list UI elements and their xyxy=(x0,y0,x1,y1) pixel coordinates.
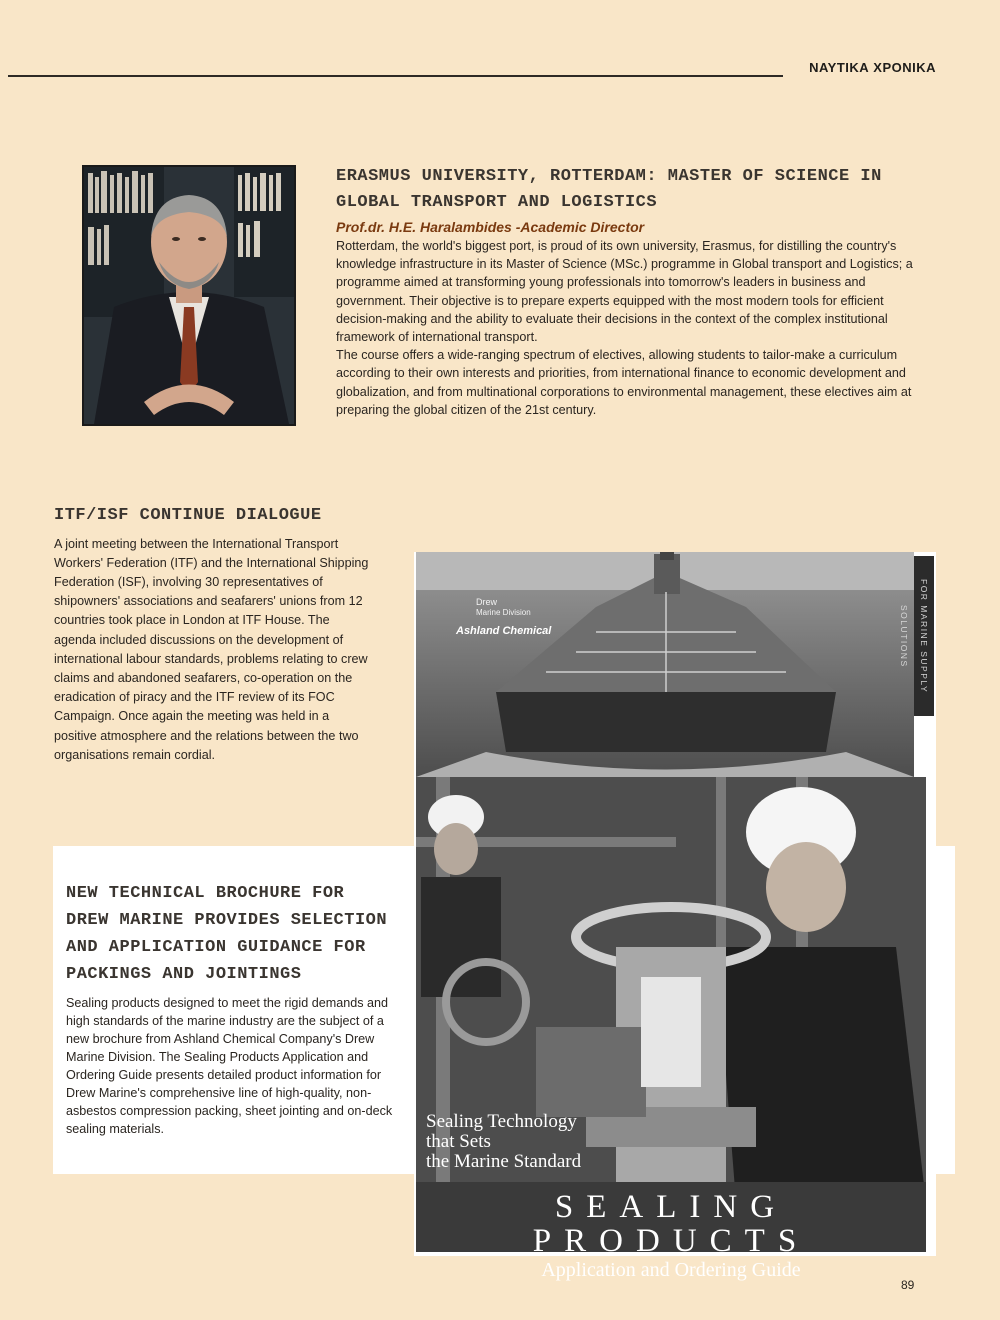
portrait-photo xyxy=(82,165,296,426)
tagline-line-1: Sealing Technology xyxy=(426,1111,577,1132)
erasmus-paragraph-2: The course offers a wide-ranging spectrum of electives, allowing students to tailor-make a curriculum according to their own interests and priorities, from international finance to economic development and globalization, and from multinational corporations to environmental management, these electives aim at preparing the global citizen of the 21st century. xyxy=(336,348,912,417)
header-rule xyxy=(8,75,783,77)
tagline-line-2: that Sets xyxy=(426,1131,491,1152)
drew-article xyxy=(66,880,396,1138)
ad-tagline xyxy=(426,1112,581,1172)
drew-body: Sealing products designed to meet the rigid demands and high standards of the marine industry are the subject of a new brochure from Ashland Chemical Company's Drew Marine Division. The Sealing Products Application and Ordering Guide presents detailed product information for Drew Marine's comprehensive line of high-quality, non-asbestos compression packing, sheet jointing and on-deck sealing materials. xyxy=(66,996,393,1136)
page-number: 89 xyxy=(901,1278,915,1292)
erasmus-byline: Prof.dr. H.E. Haralambides -Academic Director xyxy=(336,219,645,235)
itf-body: A joint meeting between the International Transport Workers' Federation (ITF) and the International Shipping Federation (ISF), involving 30 representatives of shipowners' associations and seafarers' unions from 12 countries took place in London at ITF House. The agenda included discussions on the development of international labour standards, problems relating to crew claims and abandoned seafarers, co-operation on the eradication of piracy and the ITF review of its FOC Campaign. Once again the meeting was held in a positive atmosphere and the relations between the two organisations remain cordial. xyxy=(54,536,369,762)
erasmus-article xyxy=(336,164,928,419)
drew-title: NEW TECHNICAL BROCHURE FOR DREW MARINE PROVIDES SELECTION AND APPLICATION GUIDANCE FOR PACKINGS AND JOINTINGS xyxy=(66,884,388,984)
itf-title: ITF/ISF CONTINUE DIALOGUE xyxy=(54,506,322,525)
ship-label-ashland: Ashland Chemical xyxy=(456,625,552,637)
ship-label-drew: Drew xyxy=(476,597,498,607)
tagline-line-3: the Marine Standard xyxy=(426,1151,582,1172)
portrait-illustration xyxy=(84,167,294,424)
magazine-title: ΝΑΥΤΙΚΑ ΧΡΟΝΙΚΑ xyxy=(809,60,936,75)
tanker-ship-photo xyxy=(416,552,914,777)
erasmus-paragraph-1: Rotterdam, the world's biggest port, is proud of its own university, Erasmus, for distilling the country's knowledge infrastructure in its Master of Science (MSc.) programme in Global transport and Logistics; a programme aimed at transforming young professionals into tomorrow's leaders in business and government. Their objective is to prepare experts equipped with the most modern tools for efficient decision-making and the ability to evaluate their decisions in the context of the complex institutional framework of international transport. xyxy=(336,239,913,345)
banner-title: SEALING PRODUCTS xyxy=(532,1189,810,1259)
sealing-products-ad xyxy=(414,552,936,1281)
erasmus-title: ERASMUS UNIVERSITY, ROTTERDAM: MASTER OF SCIENCE IN GLOBAL TRANSPORT AND LOGISTICS xyxy=(336,167,882,212)
ad-side-strip: FOR MARINE SUPPLY SOLUTIONS xyxy=(914,556,934,716)
itf-article xyxy=(54,503,372,765)
ship-label-division: Marine Division xyxy=(476,608,531,617)
banner-subtitle: Application and Ordering Guide xyxy=(541,1259,801,1281)
ad-banner xyxy=(416,1182,926,1281)
